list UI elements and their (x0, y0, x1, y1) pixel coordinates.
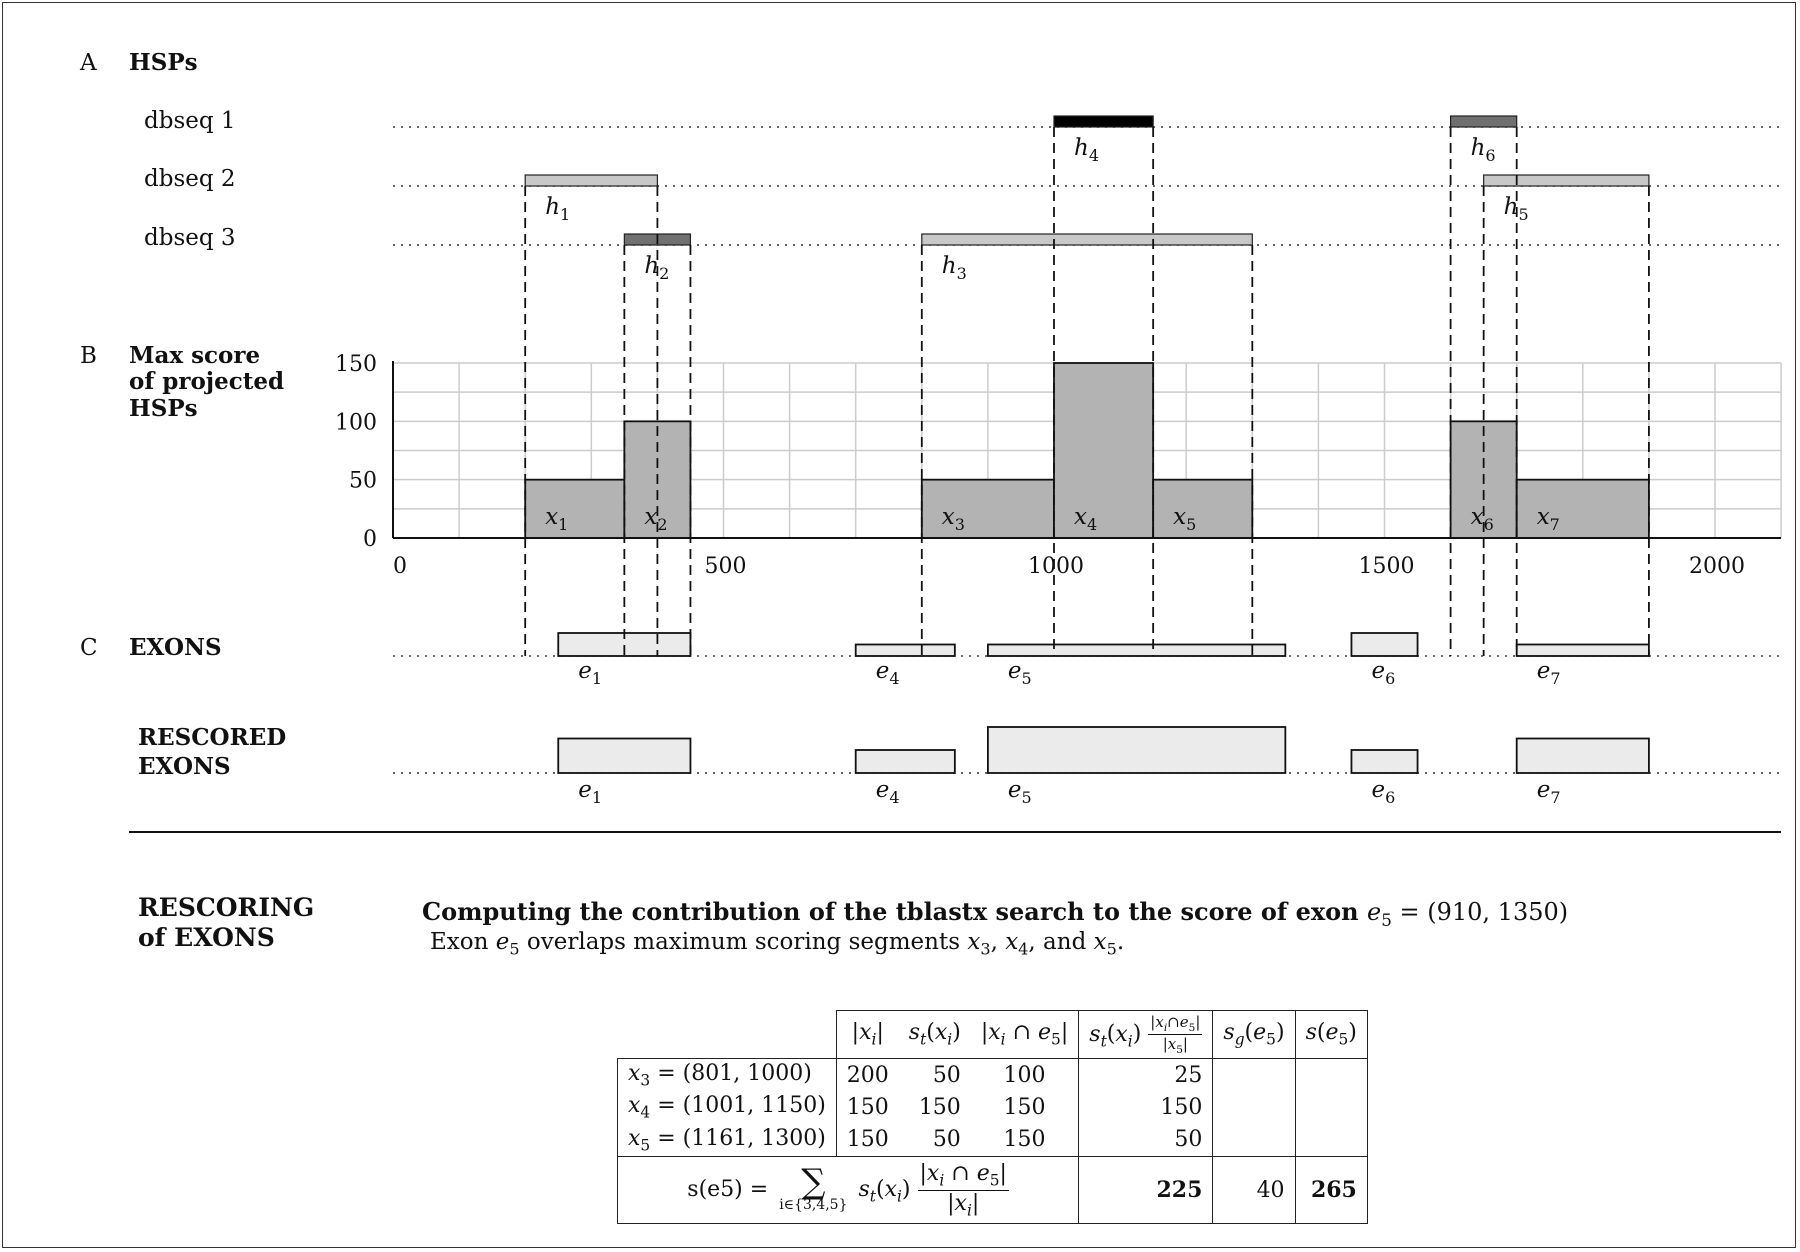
col-header-overlap: $|x_i$ ∩ $e_5|$ (971, 1011, 1079, 1059)
rescoring-title (138, 893, 398, 953)
bar-x5 (1153, 480, 1252, 538)
cell-len-x5: 150 (836, 1124, 899, 1157)
desc-part-a: Exon (430, 929, 489, 955)
rescoring-description: Exon $e_5$ overlaps maximum scoring segments $x_3$, $x_4$, and $x_5$. (430, 929, 1125, 959)
panel-c-title: EXONS (129, 634, 222, 661)
rescoring-heading-text: Computing the contribution of the tblastx search to the score of exon (422, 897, 1359, 926)
cell-contrib-x4: 150 (1079, 1091, 1213, 1123)
sum-formula: s(e5) = ∑ i∈{3,4,5} $s_t(x_i)$ $\frac{|x_i \cap e_5|}{|x_i|}$ (618, 1157, 1079, 1224)
bar-label-x3: $x_3$ (941, 504, 965, 534)
rescored-exon-e4 (856, 750, 955, 773)
table-row (618, 1059, 1368, 1092)
hsp-label-h4: $h_4$ (1074, 135, 1100, 165)
y-tick-50: 50 (349, 468, 377, 494)
hsp-label-h3: $h_3$ (941, 253, 967, 283)
hsp-h6 (1451, 116, 1517, 127)
table-row (618, 1091, 1368, 1123)
hsp-label-h5: $h_5$ (1503, 194, 1529, 224)
desc-part-b: overlaps maximum scoring segments (526, 929, 961, 955)
cell-st-x4: 150 (918, 1095, 961, 1121)
cell-overlap-x4: 150 (1003, 1095, 1046, 1121)
rescored-exon-e1 (558, 739, 690, 774)
x-tick-500: 500 (704, 554, 747, 579)
y-tick-100: 100 (335, 410, 377, 436)
bar-x1 (525, 480, 624, 538)
rescoring-section (138, 893, 1758, 1013)
panel-a-letter: A (80, 50, 97, 76)
exon-label-e4: $e_4$ (875, 658, 900, 688)
hsp-h3 (922, 234, 1253, 245)
cell-st-x3: 50 (899, 1059, 971, 1092)
bar-label-x7: $x_7$ (1536, 504, 1560, 534)
bar-label-x1: $x_1$ (545, 504, 569, 534)
bar-x4 (1054, 363, 1153, 538)
rescored-exon-label-e4: $e_4$ (875, 777, 900, 807)
cell-contrib-x3: 25 (1079, 1059, 1213, 1092)
rescored-exon-label-e1: $e_1$ (578, 777, 603, 807)
exon-label-e1: $e_1$ (578, 658, 603, 688)
cell-st-x5: 50 (932, 1127, 961, 1153)
sum-index: i∈{3,4,5} (779, 1197, 848, 1214)
cell-overlap-x3: 100 (971, 1059, 1079, 1092)
col-header-contribution: $s_t(x_i)$ $\frac{|x_i\cap e_5|}{|x_5|}$ (1079, 1011, 1213, 1059)
cell-len-x4: 150 (836, 1091, 899, 1123)
panel-b-letter: B (80, 343, 97, 369)
exon-label-e5: $e_5$ (1007, 658, 1032, 688)
rescored-exon-label-e6: $e_6$ (1371, 777, 1396, 807)
hsp-h1 (525, 175, 657, 186)
hsp-label-h6: $h_6$ (1470, 135, 1496, 165)
col-header-length: $|x_i|$ (836, 1011, 899, 1059)
col-header-s: $s(e_5)$ (1295, 1011, 1367, 1059)
hsp-h5 (1484, 175, 1649, 186)
sum-lhs: s(e5) = (687, 1177, 769, 1203)
hsp-label-h1: $h_1$ (545, 194, 571, 224)
x-tick-2000: 2000 (1689, 554, 1745, 579)
x-tick-1500: 1500 (1358, 554, 1415, 579)
bar-label-x6: $x_6$ (1470, 504, 1494, 534)
exon-e6 (1351, 633, 1417, 656)
total-contribution: 225 (1079, 1157, 1213, 1224)
rescored-exon-label-e5: $e_5$ (1007, 777, 1032, 807)
table-header-row (618, 1011, 1368, 1059)
exon-e7 (1517, 645, 1649, 657)
exon-e4 (856, 645, 955, 657)
rescoring-heading (422, 897, 1568, 930)
exon-label-e7: $e_7$ (1536, 658, 1561, 688)
row-label-dbseq-2: dbseq 2 (144, 166, 236, 192)
panel-c-letter: C (80, 635, 98, 661)
rescored-exon-e6 (1351, 750, 1417, 773)
bar-label-x5: $x_5$ (1173, 504, 1197, 534)
rescored-exon-label-e7: $e_7$ (1536, 777, 1561, 807)
rescoring-table (617, 1010, 1368, 1224)
row-label-dbseq-1: dbseq 1 (144, 108, 236, 134)
rescored-title-line-2: EXONS (138, 753, 231, 780)
panel-b-title-line-2: of projected (129, 368, 285, 395)
x-tick-0: 0 (393, 554, 407, 579)
hsp-h4 (1054, 116, 1153, 127)
col-header-sg: $s_g(e_5)$ (1213, 1011, 1295, 1059)
rescored-exon-e5 (988, 727, 1285, 773)
rescored-title-line-1: RESCORED (138, 724, 287, 751)
col-header-st: $s_t(x_i)$ (899, 1011, 971, 1059)
panel-b-title-line-3: HSPs (129, 395, 198, 422)
rescored-exon-layer (393, 727, 1781, 807)
table-sum-row (618, 1157, 1368, 1224)
hsp-label-h2: $h_2$ (644, 253, 670, 283)
segment-x5: $x_5 = (1161$, 1300) (618, 1124, 837, 1157)
exon-layer (393, 633, 1781, 688)
hsp-layer (525, 116, 1649, 283)
segment-x3: $x_3 = (801$, 1000) (618, 1059, 837, 1092)
y-tick-150: 150 (335, 352, 377, 377)
panel-b-title-line-1: Max score (129, 342, 261, 369)
cell-len-x3: 200 (836, 1059, 899, 1092)
rescoring-title-line-1: RESCORING (138, 893, 315, 922)
sg-value: 40 (1213, 1157, 1295, 1224)
panel-a-title: HSPs (129, 49, 198, 76)
rescoring-heading-exon: $e_5 = (910$, 1350) (1366, 898, 1569, 930)
bar-label-x4: $x_4$ (1074, 504, 1098, 534)
exon-e5 (988, 645, 1285, 657)
exon-label-e6: $e_6$ (1371, 658, 1396, 688)
final-score: 265 (1295, 1157, 1367, 1224)
desc-part-c: and (1043, 929, 1087, 955)
cell-contrib-x5: 50 (1079, 1124, 1213, 1157)
table-row (618, 1124, 1368, 1157)
rescored-exon-e7 (1517, 739, 1649, 774)
rescoring-heading-range: = (910, 1350) (1399, 898, 1569, 926)
bar-label-x2: $x_2$ (644, 504, 668, 534)
row-label-dbseq-3: dbseq 3 (144, 225, 236, 251)
x-tick-1000: 1000 (1028, 554, 1084, 579)
y-tick-0: 0 (363, 527, 377, 552)
segment-x4: $x_4 = (1001$, 1150) (618, 1091, 837, 1123)
rescoring-title-line-2: of EXONS (138, 923, 275, 952)
cell-overlap-x5: 150 (1003, 1127, 1046, 1153)
